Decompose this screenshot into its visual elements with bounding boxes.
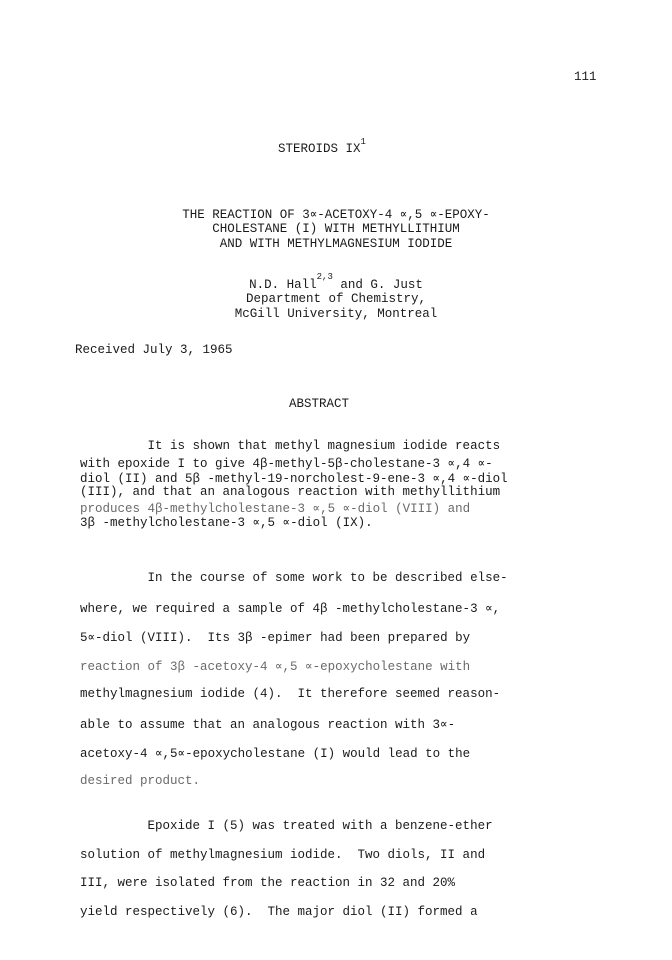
series-title <box>278 137 366 157</box>
abstract-line: 3β -methylcholestane-3 ∝,5 ∝-diol (IX). <box>80 516 373 530</box>
author-rest: and G. Just <box>332 278 423 293</box>
body-line: 5∝-diol (VIII). Its 3β -epimer had been prepared by <box>80 631 471 645</box>
body-line: In the course of some work to be described else- <box>80 571 508 585</box>
body-line: where, we required a sample of 4β -methylcholestane-3 ∝, <box>80 602 501 616</box>
series-title-footnote-marker: 1 <box>360 137 366 147</box>
received-date: Received July 3, 1965 <box>75 343 233 357</box>
series-title-text: STEROIDS IX <box>278 142 361 157</box>
affiliation-line-2: McGill University, Montreal <box>234 307 438 321</box>
affiliation-line-1: Department of Chemistry, <box>245 292 427 306</box>
body-line: reaction of 3β -acetoxy-4 ∝,5 ∝-epoxycholestane with <box>80 660 471 674</box>
body-line: desired product. <box>80 774 201 788</box>
abstract-line: with epoxide I to give 4β-methyl-5β-cholestane-3 ∝,4 ∝- <box>80 457 493 471</box>
abstract-line: It is shown that methyl magnesium iodide reacts <box>80 439 501 453</box>
body-line: solution of methylmagnesium iodide. Two diols, II and <box>80 848 486 862</box>
body-line: III, were isolated from the reaction in 32 and 20% <box>80 876 456 890</box>
abstract-line: produces 4β-methylcholestane-3 ∝,5 ∝-diol (VIII) and <box>80 502 471 516</box>
body-line: able to assume that an analogous reaction with 3∝- <box>80 718 456 732</box>
page-number: 111 <box>574 70 597 84</box>
authors <box>0 272 672 293</box>
article-title-line-1: THE REACTION OF 3∝-ACETOXY-4 ∝,5 ∝-EPOXY- <box>182 208 490 222</box>
author-footnote-markers: 2,3 <box>316 272 333 282</box>
article-title-line-3: AND WITH METHYLMAGNESIUM IODIDE <box>219 237 453 251</box>
author-first: N.D. Hall <box>249 278 317 293</box>
abstract-heading: ABSTRACT <box>289 397 350 411</box>
body-line: methylmagnesium iodide (4). It therefore seemed reason- <box>80 687 501 701</box>
body-line: yield respectively (6). The major diol (II) formed a <box>80 905 478 919</box>
abstract-line: diol (II) and 5β -methyl-19-norcholest-9-ene-3 ∝,4 ∝-diol <box>80 472 508 486</box>
body-line: Epoxide I (5) was treated with a benzene-ether <box>80 819 493 833</box>
abstract-line: (III), and that an analogous reaction with methyllithium <box>80 485 501 499</box>
body-line: acetoxy-4 ∝,5∝-epoxycholestane (I) would lead to the <box>80 747 471 761</box>
article-title-line-2: CHOLESTANE (I) WITH METHYLLITHIUM <box>212 222 460 236</box>
